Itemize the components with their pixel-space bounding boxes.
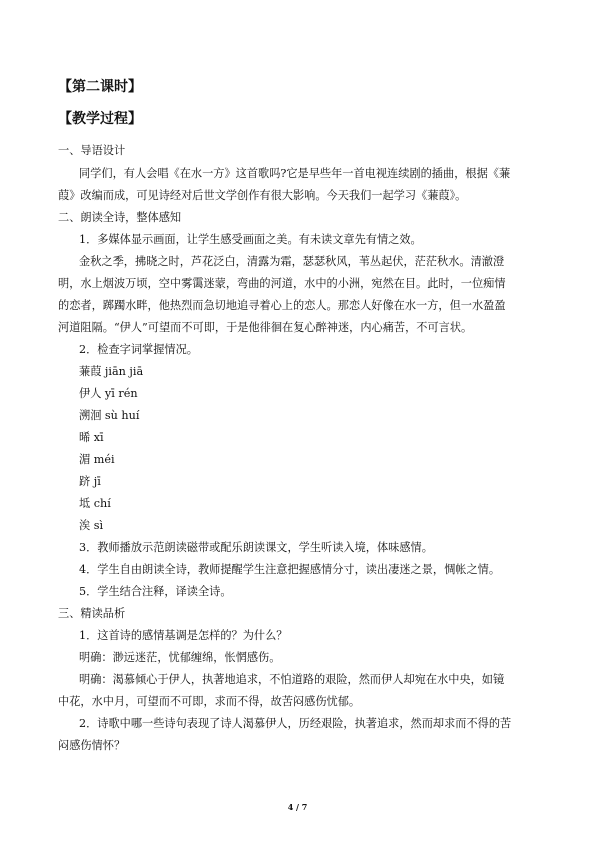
paragraph-line: 1．这首诗的感情基调是怎样的？为什么？: [79, 629, 288, 642]
paragraph-line: 1．多媒体显示画面，让学生感受画面之美。有未读文章先有情之效。: [79, 233, 422, 246]
vocab-item: 涘 sì: [79, 519, 104, 532]
paragraph-line: 河道阻隔。“伊人”可望而不可即，于是他徘徊在复心醉神迷，内心痛苦，不可言状。: [58, 321, 473, 334]
page-number: 4 / 7: [287, 802, 308, 812]
paragraph-line: 闷感伤情怀？: [58, 739, 126, 752]
section-heading-analysis: 三、精读品析: [58, 607, 126, 620]
paragraph-line: 明确：渴慕倾心于伊人，执著地追求，不怕道路的艰险，然而伊人却宛在水中央，如镜: [79, 673, 505, 686]
paragraph-line: 3．教师播放示范朗读磁带或配乐朗读课文，学生听读入境，体味感情。: [79, 541, 433, 554]
section-heading-intro: 一、导语设计: [58, 144, 126, 157]
process-title: 【教学过程】: [58, 111, 142, 127]
paragraph-line: 2．诗歌中哪一些诗句表现了诗人渴慕伊人，历经艰险，执著追求，然而却求而不得的苦: [79, 717, 512, 730]
paragraph-line: 5．学生结合注释，译读全诗。: [79, 585, 232, 598]
paragraph-line: 明确：渺远迷茫，忧郁缠绵，怅惘感伤。: [79, 651, 281, 664]
paragraph-line: 明，水上烟波万顷，空中雾霭迷蒙，弯曲的河道，水中的小洲，宛然在目。此时，一位痴情: [58, 277, 506, 290]
vocab-item: 溯洄 sù huí: [79, 409, 140, 422]
paragraph-line: 4．学生自由朗读全诗，教师提醒学生注意把握感情分寸，读出凄迷之景，惆帐之情。: [79, 563, 501, 576]
paragraph-line: 2．检查字词掌握情况。: [79, 343, 198, 356]
paragraph-line: 中花，水中月，可望而不可即，求而不得，故苦闷感伤忧郁。: [58, 695, 361, 708]
vocab-item: 坻 chí: [79, 497, 111, 510]
paragraph-line: 葭》改编而成，可见诗经对后世文学创作有很大影响。今天我们一起学习《蒹葭》。: [58, 189, 467, 202]
paragraph-line: 同学们，有人会唱《在水一方》这首歌吗?它是早些年一首电视连续剧的插曲，根据《蒹: [79, 167, 511, 180]
paragraph-line: 金秋之季，拂晓之时，芦花泛白，清露为霜，瑟瑟秋风，苇丛起伏，茫茫秋水。清澈澄: [79, 255, 505, 268]
vocab-item: 伊人 yī rén: [79, 387, 138, 400]
vocab-item: 晞 xī: [79, 431, 104, 444]
vocab-item: 蒹葭 jiān jiā: [79, 365, 144, 378]
paragraph-line: 的恋者，踯躅水畔，他热烈而急切地追寻着心上的恋人。那恋人好像在水一方，但一水盈盈: [58, 299, 506, 312]
section-title: 【第二课时】: [58, 79, 142, 95]
section-heading-reading: 二、朗读全诗，整体感知: [58, 211, 182, 224]
vocab-item: 湄 méi: [79, 453, 115, 466]
vocab-item: 跻 jī: [79, 475, 101, 488]
